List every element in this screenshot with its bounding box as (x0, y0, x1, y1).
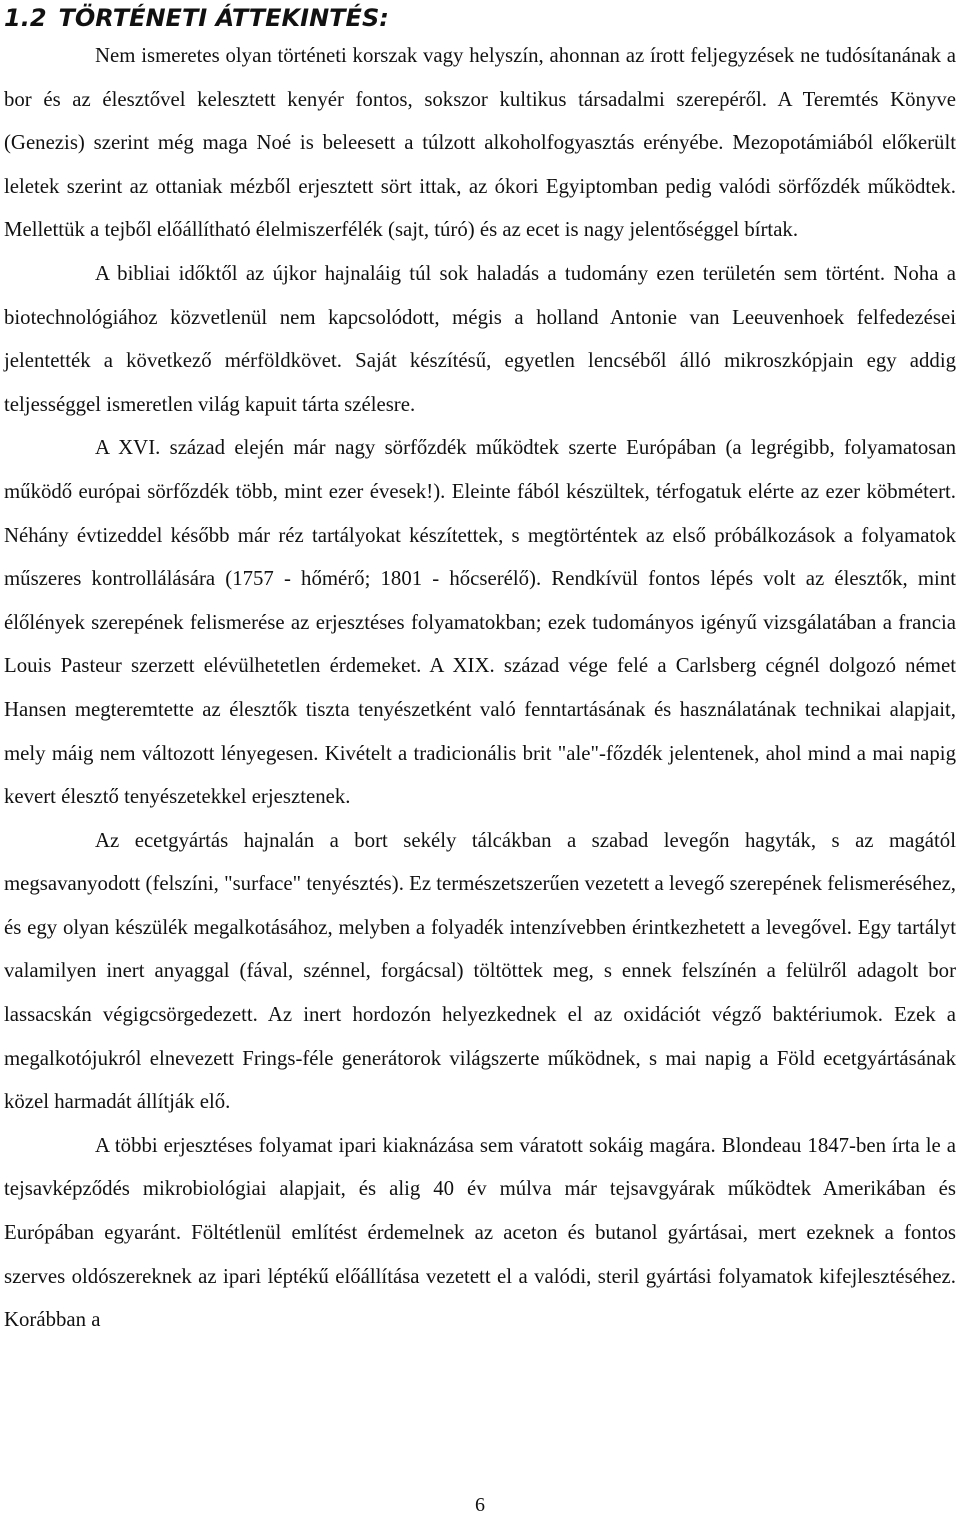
paragraph-5: A többi erjesztéses folyamat ipari kiaknázása sem váratott sokáig magára. Blondeau 1847-ben írta le a tejsavképződés mikrobiológiai alapjait, és alig 40 év múlva már tejsavgyárak működtek Amerikában és Európában egyaránt. Föltétlenül említést érdemelnek az aceton és butanol gyártásai, mert ezeknek a fontos szerves oldószereknek az ipari léptékű előállítása vezetett el a valódi, steril gyártási folyamatok kifejlesztéséhez. Korábban a (4, 1133, 956, 1332)
section-title: TÖRTÉNETI ÁTTEKINTÉS: (58, 4, 389, 32)
page-number: 6 (475, 1494, 485, 1516)
paragraph-2: A bibliai időktől az újkor hajnaláig túl sok haladás a tudomány ezen területén sem történt. Noha a biotechnológiához közvetlenül nem kapcsolódott, mégis a holland Antonie van Leeuvenhoek felfedezései jelentették a következő mérföldkövet. Saját készítésű, egyetlen lencséből álló mikroszkópjain egy addig teljességgel ismeretlen világ kapuit tárta szélesre. (4, 261, 956, 416)
section-heading (4, 2, 389, 34)
paragraph-3: A XVI. század elején már nagy sörfőzdék működtek szerte Európában (a legrégibb, folyamatosan működő európai sörfőzdék több, mint ezer évesek!). Eleinte fából készültek, térfogatuk elérte az ezer köbmétert. Néhány évtizeddel később már réz tartályokat készítettek, s megtörténtek az első próbálkozások a folyamatok műszeres kontrollálására (1757 - hőmérő; 1801 - hőcserélő). Rendkívül fontos lépés volt az élesztők, mint élőlények szerepének felismerése az erjesztéses folyamatokban; ezek tudományos igényű vizsgálatában a francia Louis Pasteur szerzett elévülhetetlen érdemeket. A XIX. század vége felé a Carlsberg cégnél dolgozó német Hansen megteremtette az élesztők tiszta tenyészetként való fenntartásának és használatának technikai alapjait, mely máig nem változott lényegesen. Kivételt a tradicionális brit "ale"-főzdék jelentenek, ahol mind a mai napig kevert élesztő tenyészetekkel erjesztenek. (4, 436, 956, 809)
section-number: 1.2 (4, 4, 47, 32)
body-text (4, 34, 956, 1342)
paragraph-4: Az ecetgyártás hajnalán a bort sekély tálcákban a szabad levegőn hagyták, s az magától megsavanyodott (felszíni, "surface" tenyésztés). Ez természetszerűen vezetett a levegő szerepének felismeréséhez, és egy olyan készülék megalkotásához, melyben a folyadék intenzívebben érintkezhetett a levegővel. Egy tartályt valamilyen inert anyaggal (fával, szénnel, forgácsal) töltöttek meg, s ennek felszínén a felülről adagolt bor lassacskán végigcsörgedezett. Az inert hordozón helyezkednek el az oxidációt végző baktériumok. Ezek a megalkotójukról elnevezett Frings-féle generátorok világszerte működnek, s mai napig a Föld ecetgyártásának közel harmadát állítják elő. (4, 828, 956, 1114)
paragraph-1: Nem ismeretes olyan történeti korszak vagy helyszín, ahonnan az írott feljegyzések ne tudósítanának a bor és az élesztővel kelesztett kenyér fontos, sokszor kultikus társadalmi szerepéről. A Teremtés Könyve (Genezis) szerint még maga Noé is beleesett a túlzott alkoholfogyasztás erényébe. Mezopotámiából előkerült leletek szerint az ottaniak mézből erjesztett sört ittak, az ókori Egyiptomban pedig valódi sörfőzdék működtek. Mellettük a tejből előállítható élelmiszerfélék (sajt, túró) és az ecet is nagy jelentőséggel bírtak. (4, 44, 956, 242)
